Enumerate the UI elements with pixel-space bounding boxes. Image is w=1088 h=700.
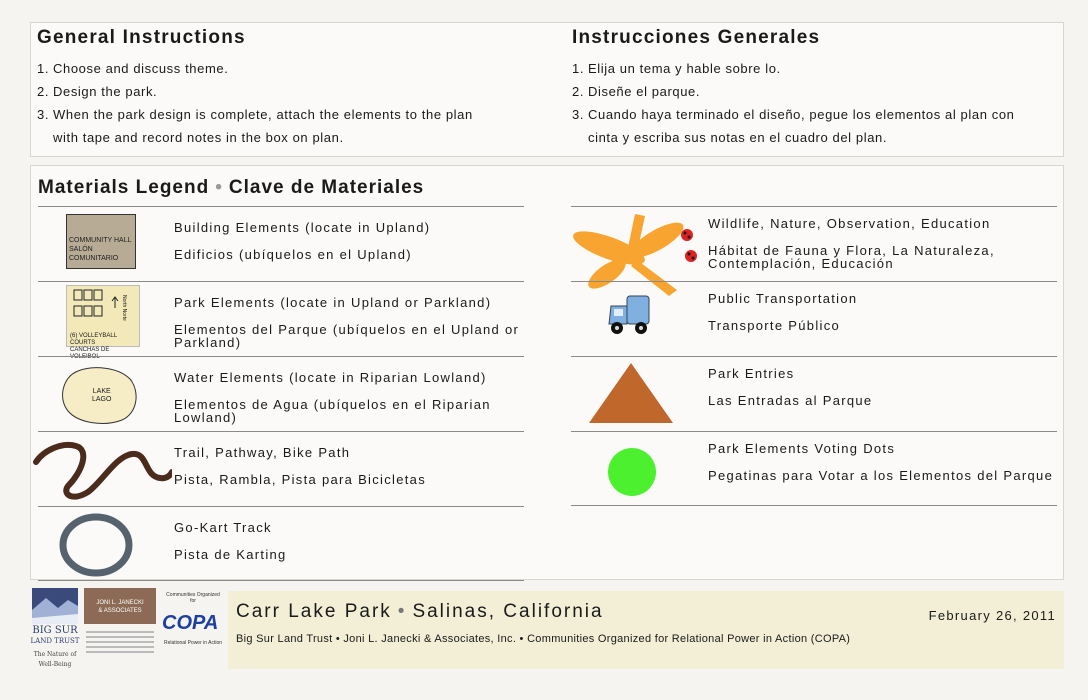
legend-label-en: Park Elements Voting Dots [708,441,896,456]
legend-title: Materials Legend • Clave de Materiales [38,177,425,198]
legend-row-park [38,281,524,360]
trail-yarn-icon [38,432,158,507]
volleyball-courts-icon: (6) VOLLEYBALL COURTS CANCHAS DE VOLEIBOL North Norte [38,282,158,357]
legend-label-es: Hábitat de Fauna y Flora, La Naturaleza, Contemplación, Educación [708,243,995,271]
legend-row-transport [571,281,1057,356]
instructions-panel [30,22,1064,157]
gokart-track-icon [38,507,158,582]
legend-label-es: Edificios (ubíquelos en el Upland) [174,247,412,262]
instructions-title-en: General Instructions [37,27,246,48]
voting-dot-icon [571,432,691,507]
copa-logo: Communities Organized for COPA Relational Power in Action [162,592,223,646]
dragonfly-ladybug-icon [571,207,691,282]
north-arrow-label: North Norte [121,295,127,321]
instruction-item: 1. Elija un tema y hable sobre lo. [572,61,781,76]
community-hall-icon: COMMUNITY HALL SALÓN COMUNITARIO [38,207,158,282]
legend-label-en: Wildlife, Nature, Observation, Education [708,216,991,231]
lake-icon: LAKE LAGO [38,357,158,432]
project-date: February 26, 2011 [928,608,1056,623]
instruction-item: 3. When the park design is complete, attach the elements to the plan with tape and record notes in the box on plan. [37,107,473,145]
instructions-spanish [572,27,1015,149]
project-title: Carr Lake Park • Salinas, California [236,601,604,622]
legend-label-en: Go-Kart Track [174,520,272,535]
legend-label-es: Pista de Karting [174,547,287,562]
instructions-title-es: Instrucciones Generales [572,27,821,48]
legend-label-en: Park Entries [708,366,795,381]
instruction-item: 2. Design the park. [37,84,158,99]
legend-label-es: Las Entradas al Parque [708,393,873,408]
legend-row-trail [38,431,524,506]
legend-label-en: Water Elements (locate in Riparian Lowland) [174,370,487,385]
legend-label-es: Pista, Rambla, Pista para Bicicletas [174,472,426,487]
triangle-icon [571,357,691,432]
legend-label-es: Transporte Público [708,318,841,333]
legend-row-wildlife [571,206,1057,282]
legend-label-en: Building Elements (locate in Upland) [174,220,431,235]
legend-row-gokart [38,506,524,581]
legend-row-voting [571,431,1057,506]
legend-row-entries [571,356,1057,431]
legend-row-building [38,206,524,281]
legend-label-es: Pegatinas para Votar a los Elementos del Parque [708,468,1054,483]
truck-icon [571,282,691,357]
footer [30,588,1064,670]
materials-legend-panel [30,165,1064,580]
legend-label-en: Trail, Pathway, Bike Path [174,445,351,460]
big-sur-land-trust-logo: BIG SUR LAND TRUST The Nature of Well-Being [30,588,80,668]
legend-label-es: Elementos del Parque (ubíquelos en el Upland or Parkland) [174,322,520,350]
instruction-item: 1. Choose and discuss theme. [37,61,229,76]
instructions-english [37,27,473,149]
legend-label-en: Park Elements (locate in Upland or Parkland) [174,295,492,310]
instruction-item: 3. Cuando haya terminado el diseño, pegue los elementos al plan con cinta y escriba sus notas en el cuadro del plan. [572,107,1015,145]
instruction-item: 2. Diseñe el parque. [572,84,701,99]
legend-label-es: Elementos de Agua (ubíquelos en el Riparian Lowland) [174,397,491,425]
project-credits: Big Sur Land Trust • Joni L. Janecki & Associates, Inc. • Communities Organized for Relational Power in Action (COPA) [236,633,851,645]
janecki-associates-logo: JONI L. JANECKI & ASSOCIATES [84,588,156,666]
legend-row-water [38,356,524,431]
legend-label-en: Public Transportation [708,291,858,306]
footer-band [228,591,1064,669]
